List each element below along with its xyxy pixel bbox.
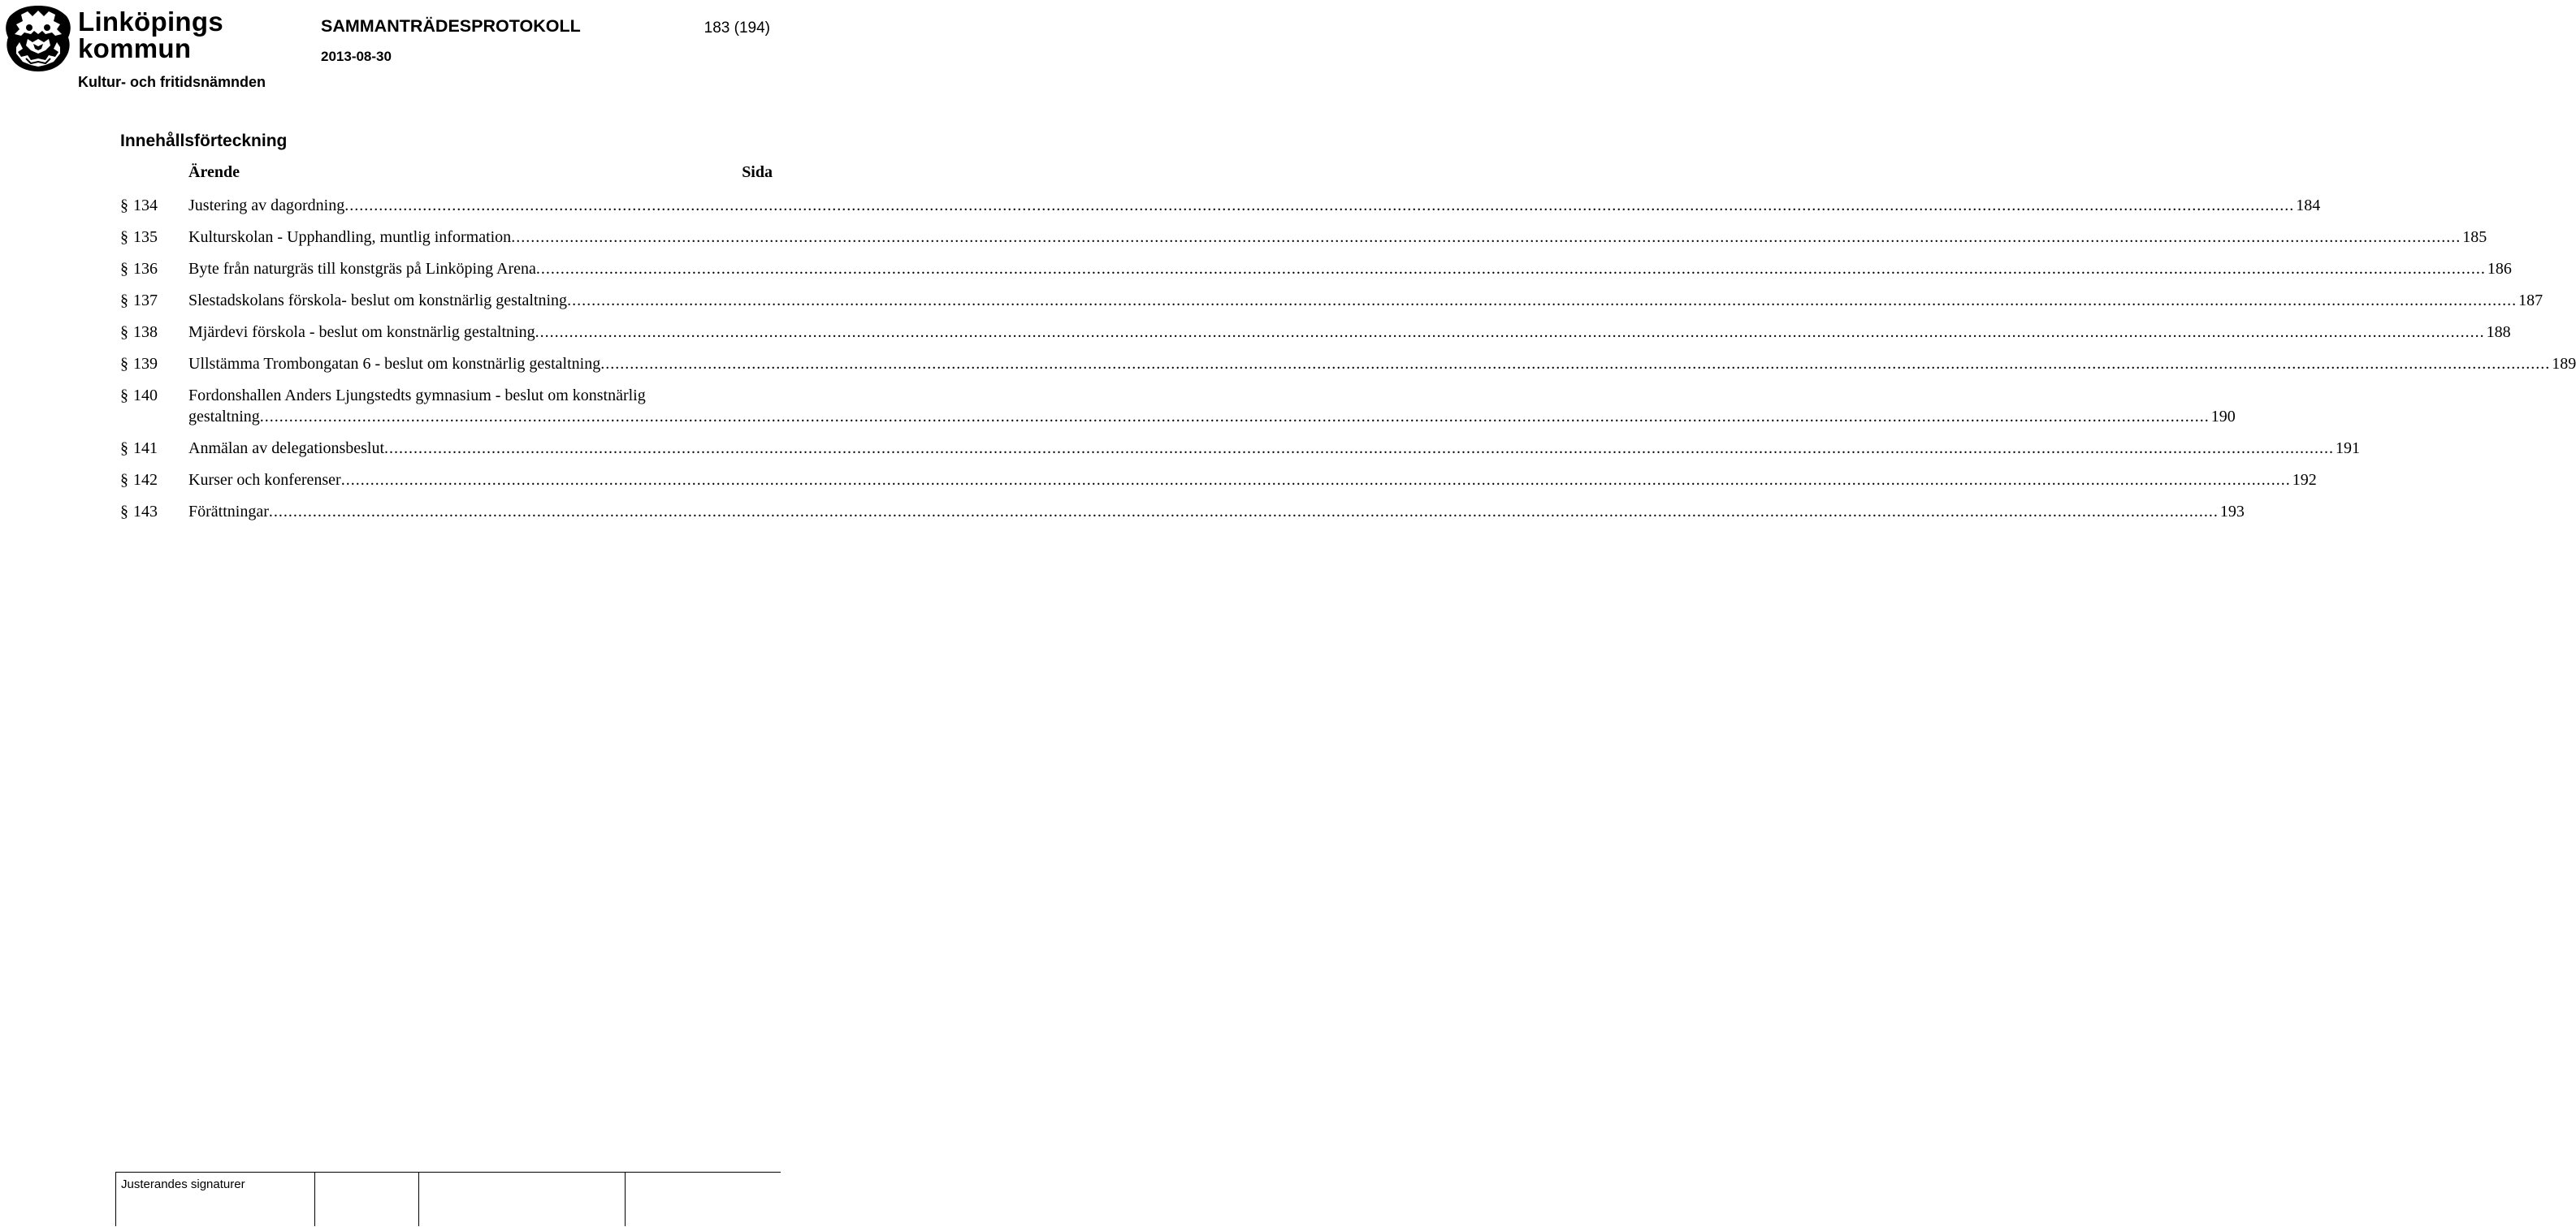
section-symbol: §: [120, 323, 128, 341]
toc-entry-title: Slestadskolans förskola- beslut om konstnärlig gestaltning: [188, 292, 568, 309]
toc-entry-line: [188, 469, 2317, 490]
toc-entry-body: [188, 195, 2321, 216]
toc-entry-page: 192: [2292, 471, 2317, 489]
toc-entry: [120, 258, 2512, 279]
toc-entry-body: [188, 227, 2487, 248]
organization-name-line1: Linköpings: [78, 6, 223, 37]
toc-entry-title: Anmälan av delegationsbeslut: [188, 439, 385, 457]
toc-entry-body: [188, 438, 2361, 459]
toc-entry: [120, 385, 2236, 427]
lion-head-crest-icon: [3, 3, 73, 73]
toc-entry-body: [188, 353, 2576, 374]
toc-entry-number: 135: [133, 228, 158, 246]
toc-entry-body: [188, 385, 2236, 427]
toc-entry-title: Förättningar: [188, 503, 269, 521]
signature-cell: [419, 1173, 626, 1226]
toc-entry-number: 136: [133, 260, 158, 278]
dot-leader: ................................................................................................................................................................................................................................................................................................................................................................................................................: [535, 260, 2486, 278]
column-header-arende: Ärende: [188, 163, 240, 181]
dot-leader: ................................................................................................................................................................................................................................................................................................................................................................................................................: [384, 439, 2335, 457]
toc-entry-page: 185: [2462, 228, 2487, 246]
toc-entry-page: 190: [2210, 408, 2236, 426]
section-symbol: §: [120, 503, 128, 521]
toc-entry-line: [188, 501, 2245, 522]
section-symbol: §: [120, 228, 128, 246]
toc-entry: [120, 438, 2361, 459]
toc-entry-number: 140: [133, 387, 158, 404]
dot-leader: ................................................................................................................................................................................................................................................................................................................................................................................................................: [340, 471, 2291, 489]
toc-entry-title: Justering av dagordning: [188, 197, 345, 214]
toc-entry-body: [188, 501, 2245, 522]
toc-entry: [120, 195, 2321, 216]
toc-entry-line: [188, 353, 2576, 374]
toc-entry-number: 141: [133, 439, 158, 457]
toc-entry-line: [188, 385, 773, 406]
toc-entry-page: 184: [2296, 197, 2321, 214]
section-symbol: §: [120, 471, 128, 489]
toc-entry-title: Kurser och konferenser: [188, 471, 341, 489]
toc-entry-number: 138: [133, 323, 158, 341]
dot-leader: ................................................................................................................................................................................................................................................................................................................................................................................................................: [567, 292, 2518, 309]
section-symbol: §: [120, 197, 128, 214]
toc-column-headers: [188, 163, 773, 184]
toc-entry: [120, 353, 2576, 374]
toc-entry-page: 188: [2486, 323, 2511, 341]
toc-entry: [120, 290, 2544, 311]
dot-leader: ................................................................................................................................................................................................................................................................................................................................................................................................................: [511, 228, 2461, 246]
toc-entry: [120, 469, 2317, 490]
toc-entry-line: [188, 438, 2361, 459]
signature-cell: [626, 1173, 781, 1226]
section-symbol: §: [120, 355, 128, 373]
signature-table: [115, 1172, 781, 1226]
toc-entry: [120, 322, 2511, 343]
toc-entry-body: [188, 469, 2317, 490]
column-header-sida: Sida: [742, 163, 773, 181]
dot-leader: ................................................................................................................................................................................................................................................................................................................................................................................................................: [268, 503, 2219, 521]
signature-label-cell: [116, 1173, 315, 1226]
organization-name: [78, 8, 223, 62]
section-symbol: §: [120, 439, 128, 457]
toc-entry-number: 139: [133, 355, 158, 373]
toc-entry: [120, 501, 2245, 522]
dot-leader: ................................................................................................................................................................................................................................................................................................................................................................................................................: [344, 197, 2295, 214]
toc-entry-body: [188, 322, 2511, 343]
toc-entry-body: [188, 258, 2512, 279]
toc-entry-line: [188, 258, 2512, 279]
dot-leader: ................................................................................................................................................................................................................................................................................................................................................................................................................: [535, 323, 2485, 341]
table-of-contents: [120, 195, 2576, 533]
meeting-date: 2013-08-30: [321, 49, 392, 64]
section-symbol: §: [120, 292, 128, 309]
committee-name: Kultur- och fritidsnämnden: [78, 74, 266, 90]
signatures-label: Justerandes signaturer: [121, 1177, 245, 1191]
toc-entry-line: [188, 227, 2487, 248]
toc-entry-title: Kulturskolan - Upphandling, muntlig information: [188, 228, 512, 246]
toc-entry-page: 191: [2336, 439, 2361, 457]
toc-entry-title: Ullstämma Trombongatan 6 - beslut om konstnärlig gestaltning: [188, 355, 601, 373]
toc-entry-title: gestaltning: [188, 408, 260, 426]
toc-entry-title: Fordonshallen Anders Ljungstedts gymnasium - beslut om konstnärlig: [188, 387, 646, 404]
toc-entry-page: 193: [2219, 503, 2245, 521]
toc-entry-title: Mjärdevi förskola - beslut om konstnärlig gestaltning: [188, 323, 535, 341]
toc-entry-body: [188, 290, 2544, 311]
toc-entry-title: Byte från naturgräs till konstgräs på Linköping Arena: [188, 260, 536, 278]
toc-entry-number: 134: [133, 197, 158, 214]
toc-entry-page: 186: [2487, 260, 2512, 278]
organization-name-line2: kommun: [78, 33, 192, 63]
section-symbol: §: [120, 387, 128, 404]
toc-entry-number: 143: [133, 503, 158, 521]
section-symbol: §: [120, 260, 128, 278]
dot-leader: ................................................................................................................................................................................................................................................................................................................................................................................................................: [600, 355, 2551, 373]
toc-entry-number: 142: [133, 471, 158, 489]
toc-entry-line: [188, 322, 2511, 343]
page-number: 183 (194): [704, 19, 770, 37]
dot-leader: ................................................................................................................................................................................................................................................................................................................................................................................................................: [259, 408, 2210, 426]
toc-entry-line: [188, 290, 2544, 311]
toc-entry-line: [188, 195, 2321, 216]
toc-entry-page: 187: [2518, 292, 2544, 309]
toc-entry-number: 137: [133, 292, 158, 309]
signature-cell: [315, 1173, 419, 1226]
document-type: SAMMANTRÄDESPROTOKOLL: [321, 16, 581, 36]
toc-heading: Innehållsförteckning: [120, 132, 288, 150]
toc-entry-line: [188, 406, 2236, 427]
toc-entry-page: 189: [2552, 355, 2576, 373]
toc-entry: [120, 227, 2487, 248]
